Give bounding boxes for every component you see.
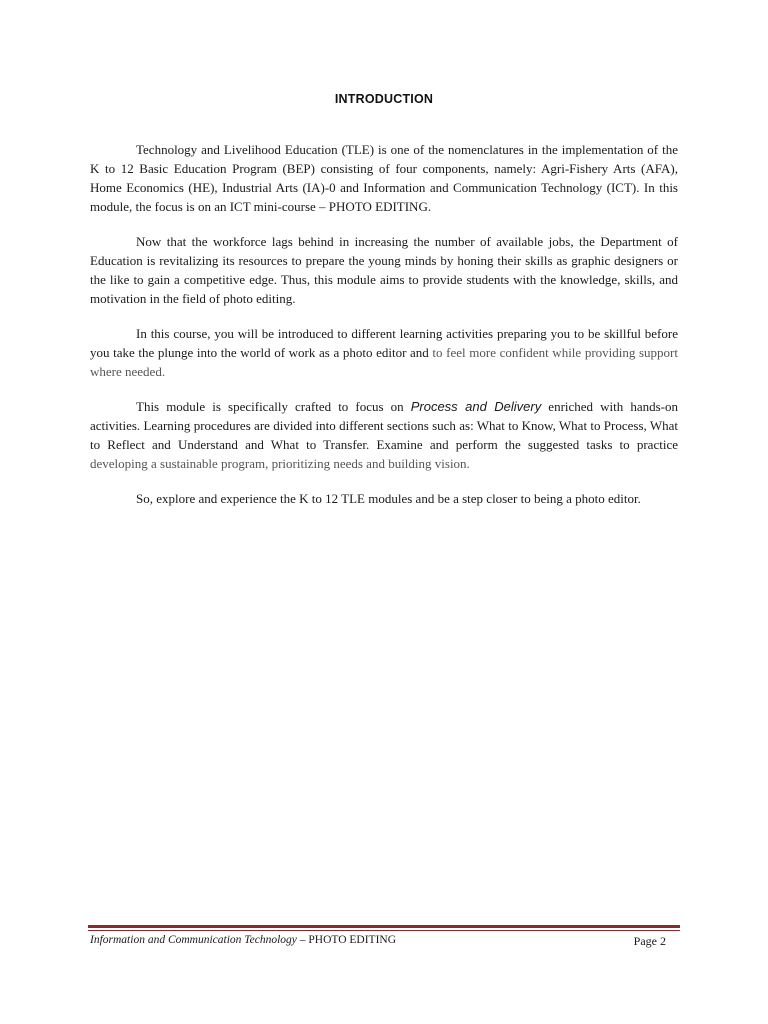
footer-course-title — [90, 934, 396, 946]
emphasis-process-delivery: Process and Delivery — [410, 399, 542, 414]
page-title: INTRODUCTION — [334, 92, 434, 106]
paragraph-text: So, explore and experience the K to 12 TLE modules and be a step closer to being a photo editor. — [136, 491, 641, 506]
paragraph-text: Now that the workforce lags behind in increasing the number of available jobs, the Department of Education is revitalizing its resources to prepare the young minds by honing their skills as graphic designers or the like to gain a competitive edge. Thus, this module aims to provide students with the knowledge, skills, and motivation in the field of photo editing. — [90, 234, 678, 306]
footer-rule-thin — [88, 930, 680, 931]
paragraph-text: In this course, you will be introduced to different learning activities preparing you to be skillful before you take the plunge into the world of work as a photo editor and — [90, 326, 678, 360]
paragraph-text: This module is specifically crafted to focus on — [136, 399, 411, 414]
paragraph-closing — [90, 489, 678, 508]
paragraph-text-soft: developing a sustainable program, prioritizing needs and building vision. — [90, 456, 470, 471]
footer-course-topic: PHOTO EDITING — [308, 934, 397, 946]
paragraph-text-soft: to feel more confident while providing support where needed. — [90, 345, 678, 379]
paragraph-module-focus — [90, 397, 678, 473]
paragraph-learning-activities — [90, 324, 678, 381]
introduction-body — [90, 140, 678, 524]
paragraph-text: Technology and Livelihood Education (TLE) is one of the nomenclatures in the implementation of the K to 12 Basic Education Program (BEP) consisting of four components, namely: Agri-Fishery Arts (AFA), Home Economics (HE), Industrial Arts (IA)-0 and Information and Communication Technology (ICT). In this module, the focus is on an ICT mini-course – PHOTO EDITING. — [90, 142, 678, 214]
footer-course-name: Information and Communication Technology – — [90, 934, 309, 946]
paragraph-tle-overview — [90, 140, 678, 216]
paragraph-text: enriched with hands-on activities. Learning procedures are divided into different sections such as: What to Know, What to Process, What to Reflect and Understand and What to Transfer. Examine and perform the suggested tasks to practice — [90, 399, 678, 452]
paragraph-workforce — [90, 232, 678, 308]
page-number: Page 2 — [633, 934, 666, 948]
footer-rule-thick — [88, 925, 680, 928]
